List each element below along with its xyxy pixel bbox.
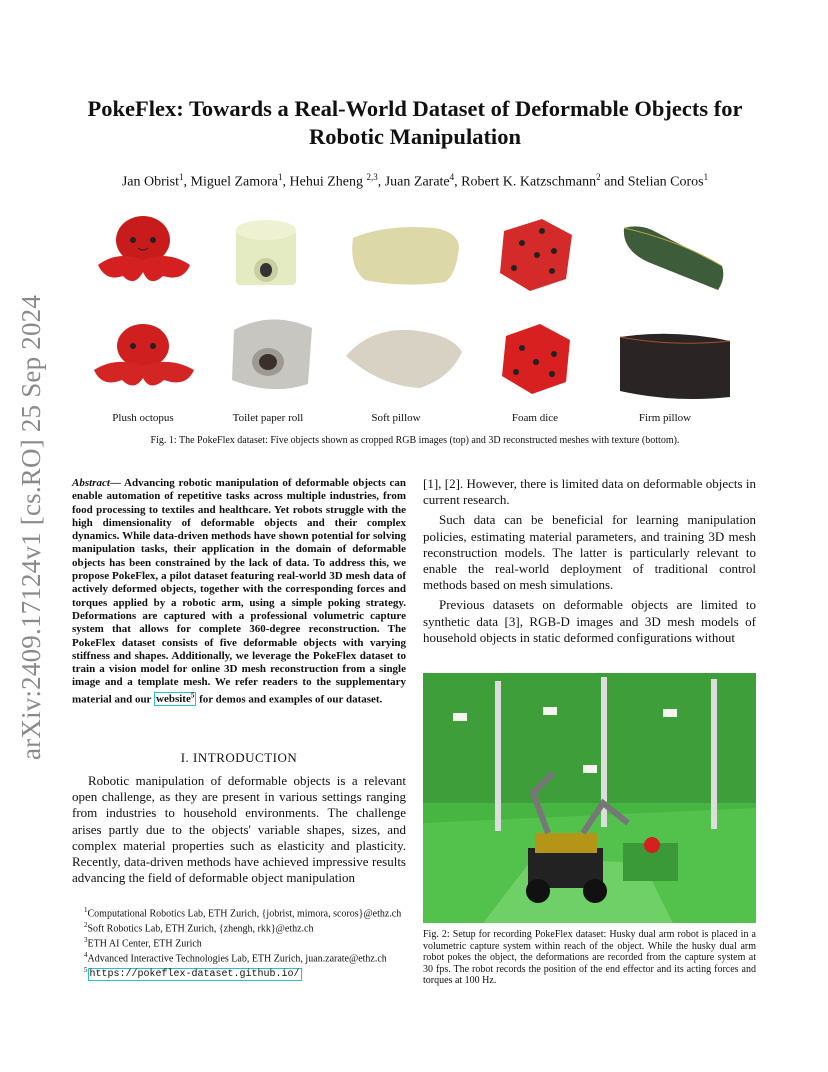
abstract-text: — Advancing robotic manipulation of deformable objects can enable automation of repetitive tasks across multiple industries, from food processing to textiles and healthcare. Yet robots struggle with the high dimensionality of deformable objects and their complex dynamics. While data-driven methods have shown potential for solving manipulation tasks, their application in the domain of deformable objects has been constrained by the lack of data. To address this, we propose PokeFlex, a pilot dataset featuring real-world 3D mesh data of actively deformed objects, together with the corresponding forces and torques applied by a robotic arm, using a simple poking strategy. Deformations are captured with a professional volumetric capture system that allows for complete 360-degree reconstruction. The PokeFlex dataset consists of five deformable objects with varying stiffness and shapes. Additionally, we leverage the PokeFlex dataset to train a vision model for online 3D mesh reconstruction from a single image and a template mesh. We refer readers to the supplementary material and our bbox=[72, 477, 406, 706]
paragraph: [1], [2]. However, there is limited data on deformable objects in current research. bbox=[423, 476, 756, 508]
author: Juan Zarate bbox=[384, 174, 450, 190]
label-toilet-paper-roll: Toilet paper roll bbox=[232, 412, 304, 424]
paper-title: PokeFlex: Towards a Real-World Dataset of Deformable Objects for Robotic Manipulation bbox=[87, 96, 743, 149]
footnote-text: Computational Robotics Lab, ETH Zurich, {jobrist, mimora, scoros}@ethz.ch bbox=[87, 908, 402, 920]
abstract-label: Abstract bbox=[72, 477, 110, 489]
footnote-mark: 5 bbox=[84, 965, 88, 974]
affiliation-mark: 2 bbox=[596, 172, 601, 182]
website-link-text: website bbox=[156, 693, 191, 706]
footnote-mark: 4 bbox=[84, 950, 88, 959]
right-column-text bbox=[423, 476, 756, 646]
intro-paragraph: Robotic manipulation of deformable objects is a relevant open challenge, as they are present in various settings ranging from industries to household environments. The challenge arises partly due to the objects' variable shapes, sizes, and complex material properties such as elasticity and plasticity. Recently, data-driven methods have achieved impressive results advancing the field of deformable object manipulation bbox=[72, 773, 406, 886]
footnote-mark: 5 bbox=[190, 691, 195, 700]
author: Robert K. Katzschmann bbox=[461, 174, 597, 190]
footnote-text: Soft Robotics Lab, ETH Zurich, {zhengh, rkk}@ethz.ch bbox=[87, 923, 314, 935]
firm-pillow-mesh-image bbox=[614, 325, 738, 407]
soft-pillow-rgb-image bbox=[345, 218, 465, 288]
footnote-text: ETH AI Center, ETH Zurich bbox=[87, 938, 202, 950]
soft-pillow-mesh-image bbox=[340, 322, 468, 392]
author: Jan Obrist bbox=[121, 174, 180, 190]
paragraph: Previous datasets on deformable objects are limited to synthetic data [3], RGB-D images and 3D mesh models of household objects in static deformed configurations without bbox=[423, 597, 756, 645]
section-heading-introduction: I. INTRODUCTION bbox=[180, 750, 298, 765]
abstract-tail: for demos and examples of our dataset. bbox=[196, 693, 383, 706]
author-list: Jan Obrist$^1$, Miguel Zamora$^1$, Hehui Zheng $^{2,3}$, Juan Zarate$^4$, Robert K. Katzschmann$^2$ and Stelian Coros$^1$ bbox=[121, 172, 709, 190]
label-firm-pillow: Firm pillow bbox=[638, 412, 692, 424]
footnote-mark: 1 bbox=[84, 906, 88, 914]
octopus-rgb-image bbox=[88, 210, 198, 290]
octopus-mesh-image bbox=[88, 318, 198, 393]
footnote-text: Advanced Interactive Technologies Lab, ETH Zurich, juan.zarate@ethz.ch bbox=[87, 953, 387, 965]
affiliation-mark: 1 bbox=[703, 172, 709, 182]
footnote-mark: 2 bbox=[84, 920, 88, 929]
foam-dice-mesh-image bbox=[496, 318, 578, 398]
affiliation-mark: 2,3 bbox=[366, 172, 378, 182]
author: Stelian Coros bbox=[627, 174, 704, 190]
author: Miguel Zamora bbox=[190, 174, 278, 190]
affiliation-mark: 1 bbox=[278, 172, 283, 182]
footnotes bbox=[72, 905, 406, 981]
label-soft-pillow: Soft pillow bbox=[371, 412, 421, 424]
label-foam-dice: Foam dice bbox=[511, 412, 559, 424]
affiliation-mark: 1 bbox=[179, 172, 184, 182]
firm-pillow-rgb-image bbox=[618, 220, 728, 300]
figure2-caption: Fig. 2: Setup for recording PokeFlex dataset: Husky dual arm robot is placed in a volumetric capture system within reach of the object. While the husky dual arm robot pokes the object, the deformations are recorded from the capture system at 30 fps. The robot records the position of the end effector and its acting forces and torques at 100 Hz. bbox=[423, 929, 756, 987]
website-link[interactable] bbox=[154, 692, 196, 706]
figure1-caption: Fig. 1: The PokeFlex dataset: Five objects shown as cropped RGB images (top) and 3D reconstructed meshes with texture (bottom). bbox=[150, 435, 680, 446]
toilet-roll-rgb-image bbox=[222, 212, 317, 290]
label-plush-octopus: Plush octopus bbox=[112, 412, 174, 424]
arxiv-stamp: arXiv:2409.17124v1 [cs.RO] 25 Sep 2024 bbox=[16, 294, 46, 760]
toilet-roll-mesh-image bbox=[222, 310, 322, 395]
affiliation-mark: 4 bbox=[449, 172, 455, 182]
capture-setup-photo bbox=[423, 673, 756, 923]
foam-dice-rgb-image bbox=[492, 213, 578, 295]
dataset-url-link[interactable]: https://pokeflex-dataset.github.io/ bbox=[89, 969, 300, 981]
author: Hehui Zheng bbox=[289, 174, 363, 190]
footnote-mark: 3 bbox=[84, 935, 88, 944]
paragraph: Such data can be beneficial for learning manipulation policies, estimating material parameters, and training 3D mesh reconstruction models. The latter is particularly relevant to enable the real-world deployment of traditional control methods based on mesh simulations. bbox=[423, 512, 756, 593]
abstract bbox=[72, 477, 406, 707]
